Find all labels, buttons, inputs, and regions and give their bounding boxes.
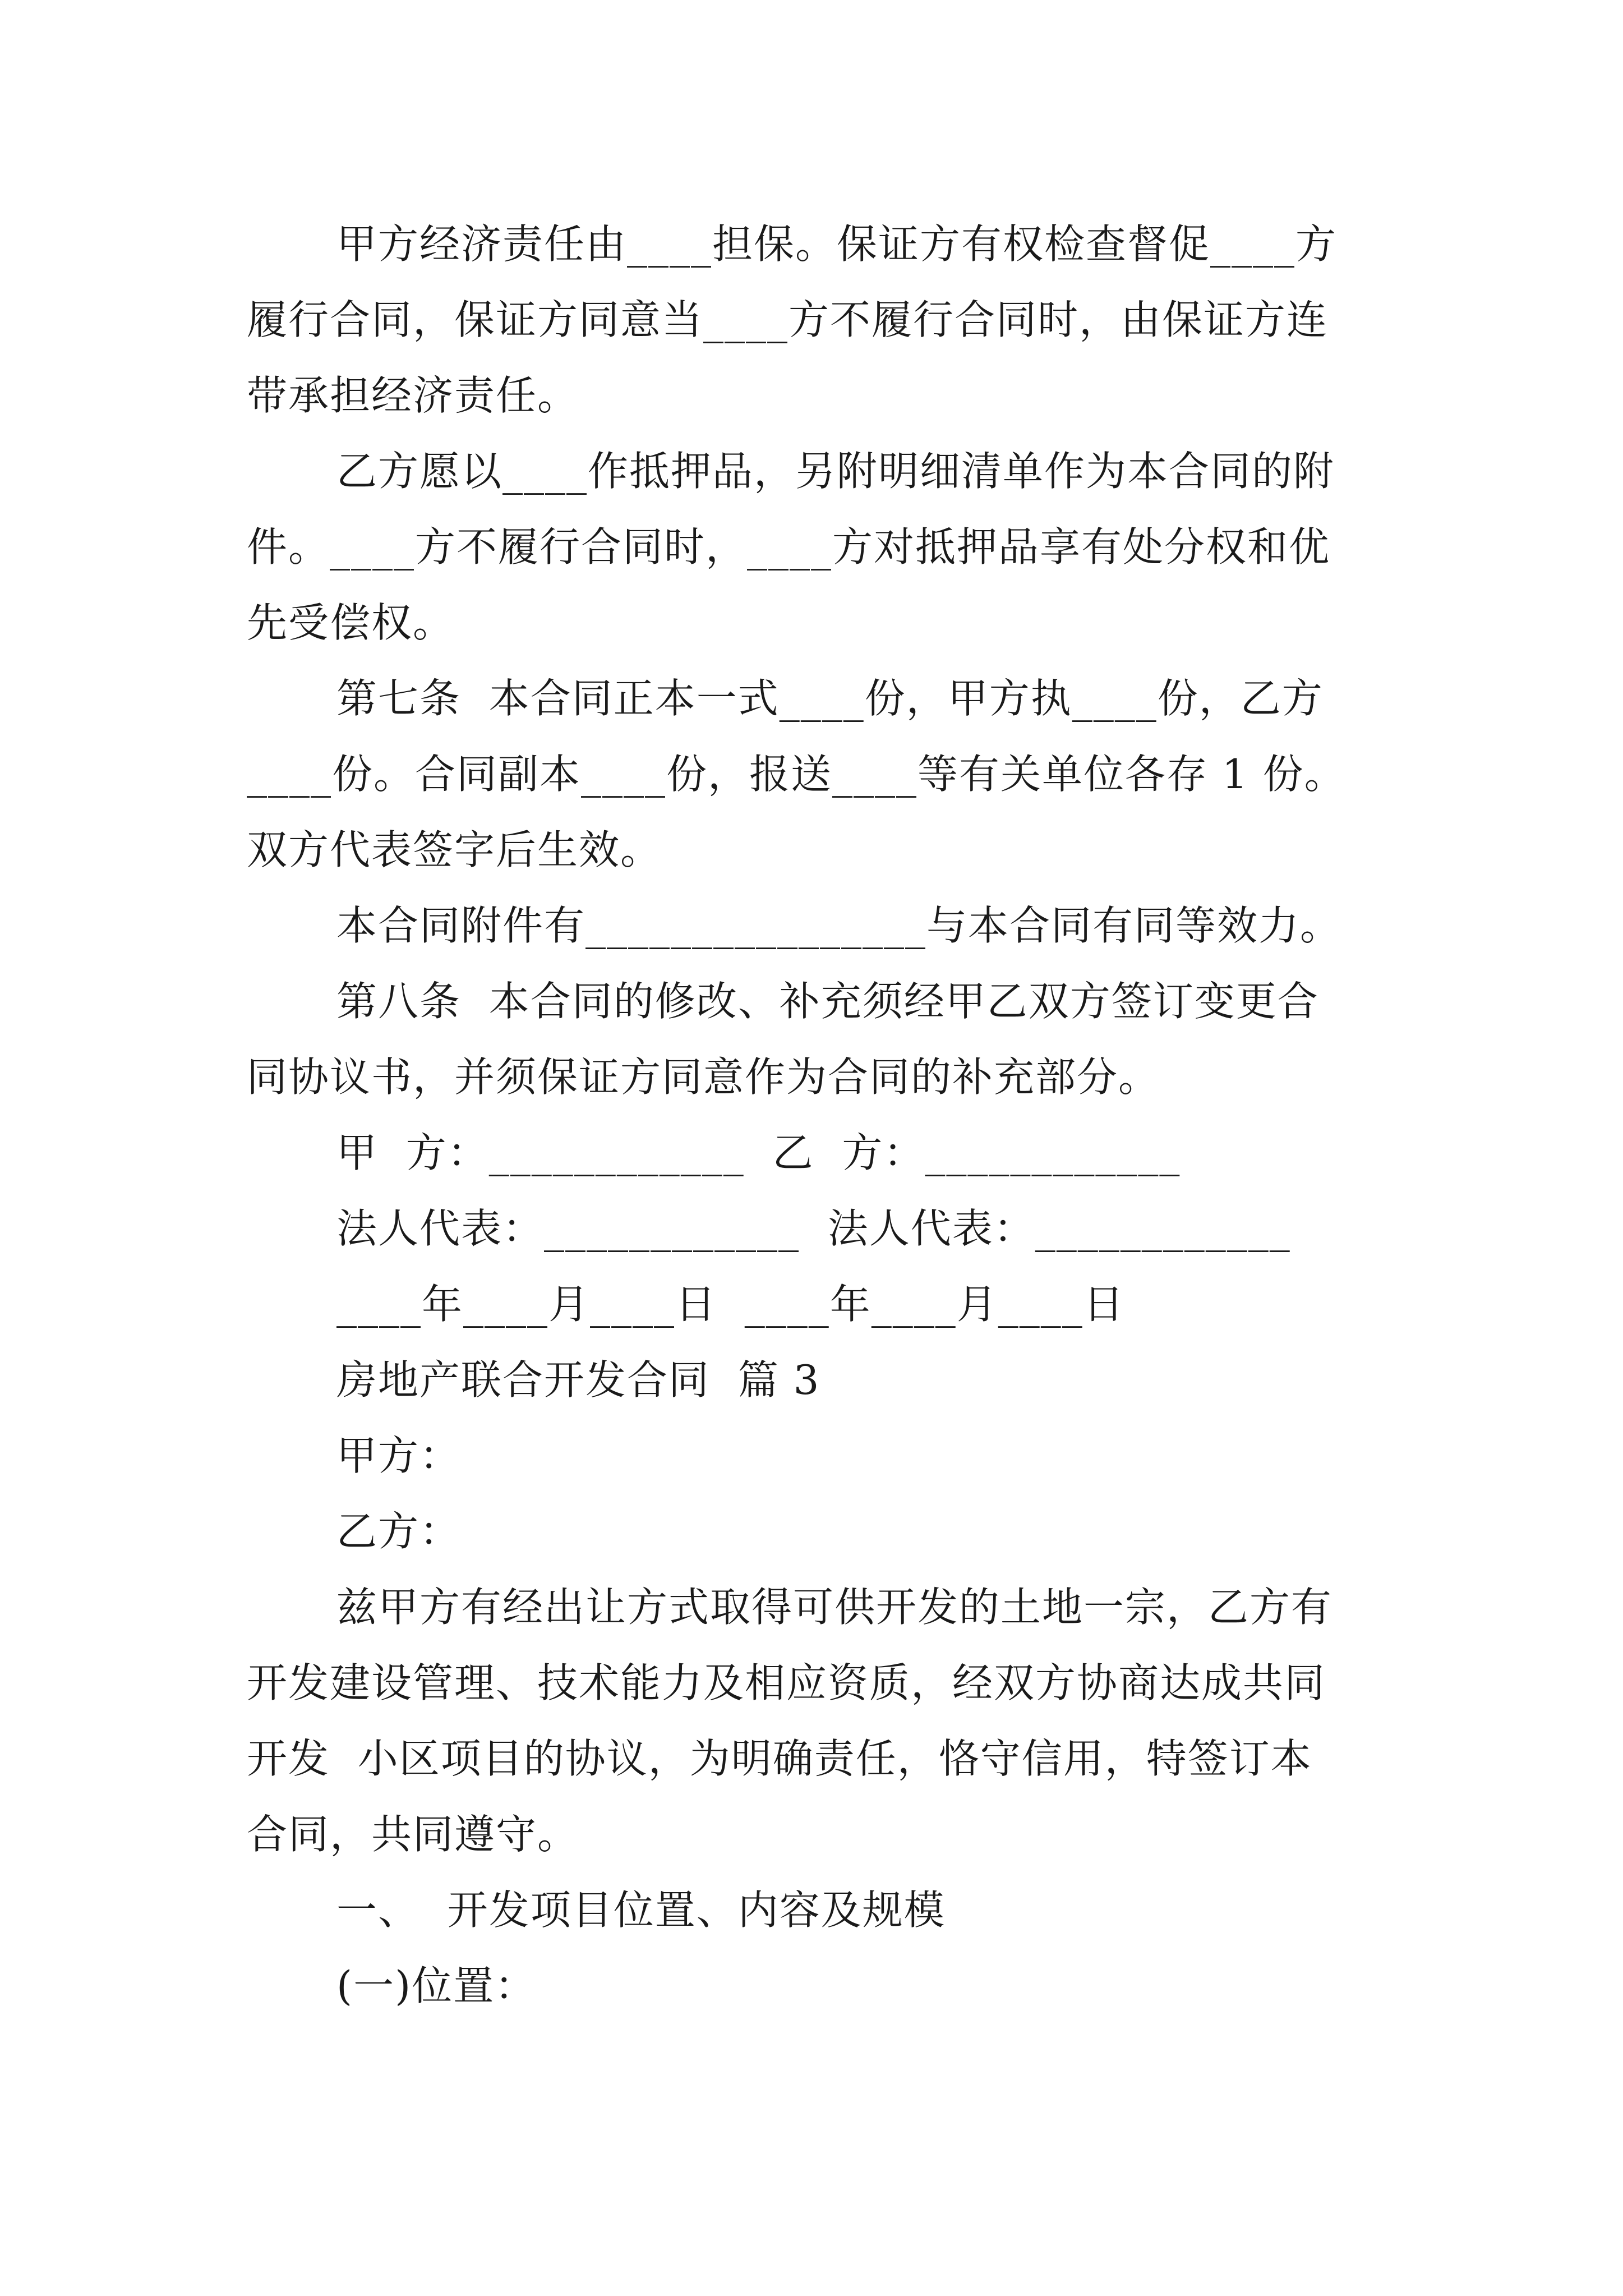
paragraph-line: 甲方经济责任由____担保。保证方有权检查督促____方 [336,220,1338,268]
sub-clause-heading: (一)位置： [336,1962,537,2009]
paragraph-line: 本合同附件有________________与本合同有同等效力。 [336,902,1342,949]
paragraph-line: 第七条 本合同正本一式____份，甲方执____份，乙方 [336,675,1324,722]
paragraph-line: 带承担经济责任。 [247,372,579,419]
paragraph-line: 同协议书，并须保证方同意作为合同的补充部分。 [247,1053,1160,1101]
signature-line-date: ____年____月____日 ____年____月____日 [336,1281,1125,1328]
paragraph-line: 兹甲方有经出让方式取得可供开发的土地一宗，乙方有 [336,1584,1333,1631]
paragraph-line: 合同，共同遵守。 [247,1811,579,1858]
party-b-label: 乙方： [336,1508,462,1555]
section-title: 房地产联合开发合同 篇 3 [336,1356,820,1404]
paragraph-line: 乙方愿以____作抵押品，另附明细清单作为本合同的附 [336,448,1335,495]
paragraph-line: 先受偿权。 [247,599,455,646]
paragraph-line: 第八条 本合同的修改、补充须经甲乙双方签订变更合 [336,978,1319,1025]
paragraph-line: 件。____方不履行合同时，____方对抵押品享有处分权和优 [247,523,1331,570]
clause-heading: 一、 开发项目位置、内容及规模 [336,1887,946,1934]
signature-line-representative: 法人代表：____________ 法人代表：____________ [336,1205,1291,1252]
paragraph-line: 开发建设管理、技术能力及相应资质，经双方协商达成共同 [247,1659,1326,1706]
paragraph-line: ____份。合同副本____份，报送____等有关单位各存 1 份。 [247,751,1346,798]
paragraph-line: 开发 小区项目的协议，为明确责任，恪守信用，特签订本 [247,1735,1312,1782]
party-a-label: 甲方： [336,1432,462,1479]
paragraph-line: 履行合同，保证方同意当____方不履行合同时，由保证方连 [247,296,1329,343]
paragraph-line: 双方代表签字后生效。 [247,826,662,873]
signature-line-party: 甲 方：____________ 乙 方：____________ [336,1129,1181,1176]
